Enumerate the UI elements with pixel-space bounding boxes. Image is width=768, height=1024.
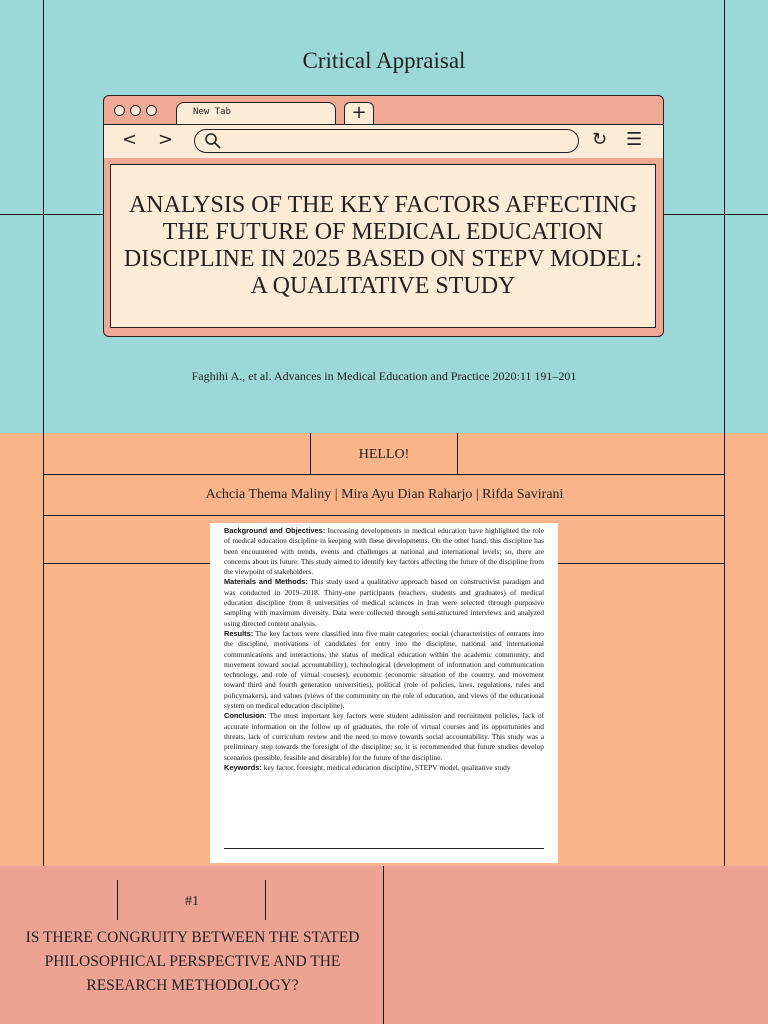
abstract-methods (224, 577, 544, 628)
browser-toolbar (104, 124, 663, 158)
question-divider (383, 866, 384, 1024)
abstract-background (224, 526, 544, 577)
results-label: Results: (224, 628, 254, 638)
question-number: #1 (185, 894, 199, 909)
conclusion-text: The most important key factors were student admission and recruitment policies, lack of accurate information on the follow up of graduates, the role of virtual courses and its opportunities and threats, lack of curriculum review and the need to move towards social accountability. This study was a preliminary step towards the foresight of the discipline; so, it is recommended that future studies develop scenarios (possible, feasible and desirable) for the future of the discipline. (224, 711, 544, 762)
hello-right-divider (457, 433, 458, 474)
left-border-line (43, 0, 44, 866)
abstract-left-rule (43, 563, 210, 564)
hello-bottom-rule (43, 474, 725, 475)
abstract-keywords (224, 763, 544, 773)
window-dot-3 (146, 105, 157, 116)
reload-icon: ↻ (592, 129, 608, 150)
browser-tab: New Tab (176, 102, 336, 124)
citation: Faghihi A., et al. Advances in Medical Education and Practice 2020:11 191–201 (191, 369, 577, 383)
new-tab-icon: + (344, 102, 374, 124)
results-text: The key factors were classified into five main categories: social (characteristics of entrants into the discipline, motivations of candidates for entry into the discipline, national and international communications and interactions, the status of medical education within the academic community, and movement toward social accountability), technological (development of information and communication technology, and role of virtual courses), economic (economic situation of the country, and movement toward third and fourth generation universities), political (role of policies, laws, regulations, rules and policymakers), and values (views of the community on the role of education, and views of the educational system on medical education discipline). (224, 628, 544, 711)
methods-text: This study used a qualitative approach based on constructivist paradigm and was conducted in 2019–2018. Thirty-one participants (teachers, students and graduates) of medical education discipline from 8 universities of medical sciences in Iran were selected through purposive sampling with maximum diversity. Data were collected through semi-structured interviews and analyzed using directed content analysis. (224, 577, 544, 628)
background-text: Increasing developments in medical education have highlighted the role of medical education discipline in keeping with these developments. On the other hand, this discipline has been encountered with trends, events and challenges at national and international levels; so, there are concerns about its future. This study aimed to identify key factors affecting the future of the discipline from the viewpoint of stakeholders. (224, 526, 544, 577)
forward-arrow-icon: > (158, 129, 174, 150)
question-text: IS THERE CONGRUITY BETWEEN THE STATED PHILOSOPHICAL PERSPECTIVE AND THE RESEARCH METHODOLOGY? (25, 929, 360, 994)
abstract-image (210, 523, 558, 863)
authors-bottom-rule (43, 515, 725, 516)
menu-icon: ☰ (626, 129, 643, 150)
abstract-conclusion (224, 711, 544, 762)
keywords-label: Keywords: (224, 762, 262, 772)
page-title: Critical Appraisal (302, 48, 466, 73)
abstract-results (224, 629, 544, 711)
top-left-rule (0, 214, 103, 215)
keywords-text: key factor, foresight, medical education discipline, STEPV model, qualitative study (263, 762, 511, 772)
address-bar (194, 129, 579, 153)
methods-label: Materials and Methods: (224, 577, 308, 587)
search-icon (203, 131, 223, 151)
abstract-bottom-rule (224, 848, 544, 849)
back-arrow-icon: < (122, 129, 138, 150)
right-border-line (724, 0, 725, 866)
paper-title-panel (110, 164, 656, 328)
greeting: HELLO! (358, 447, 410, 462)
paper-title: ANALYSIS OF THE KEY FACTORS AFFECTING THE FUTURE OF MEDICAL EDUCATION DISCIPLINE IN 2025 BASED ON STEPV MODEL: A QUALITATIVE STUDY (123, 192, 643, 299)
background-label: Background and Objectives: (224, 526, 326, 535)
window-dot-2 (130, 105, 141, 116)
window-dot-1 (114, 105, 125, 116)
abstract-right-rule (558, 563, 725, 564)
authors-line: Achcia Thema Maliny | Mira Ayu Dian Raharjo | Rifda Savirani (205, 487, 564, 502)
top-right-rule (664, 214, 768, 215)
conclusion-label: Conclusion: (224, 711, 267, 721)
browser-window-illustration (103, 95, 664, 337)
